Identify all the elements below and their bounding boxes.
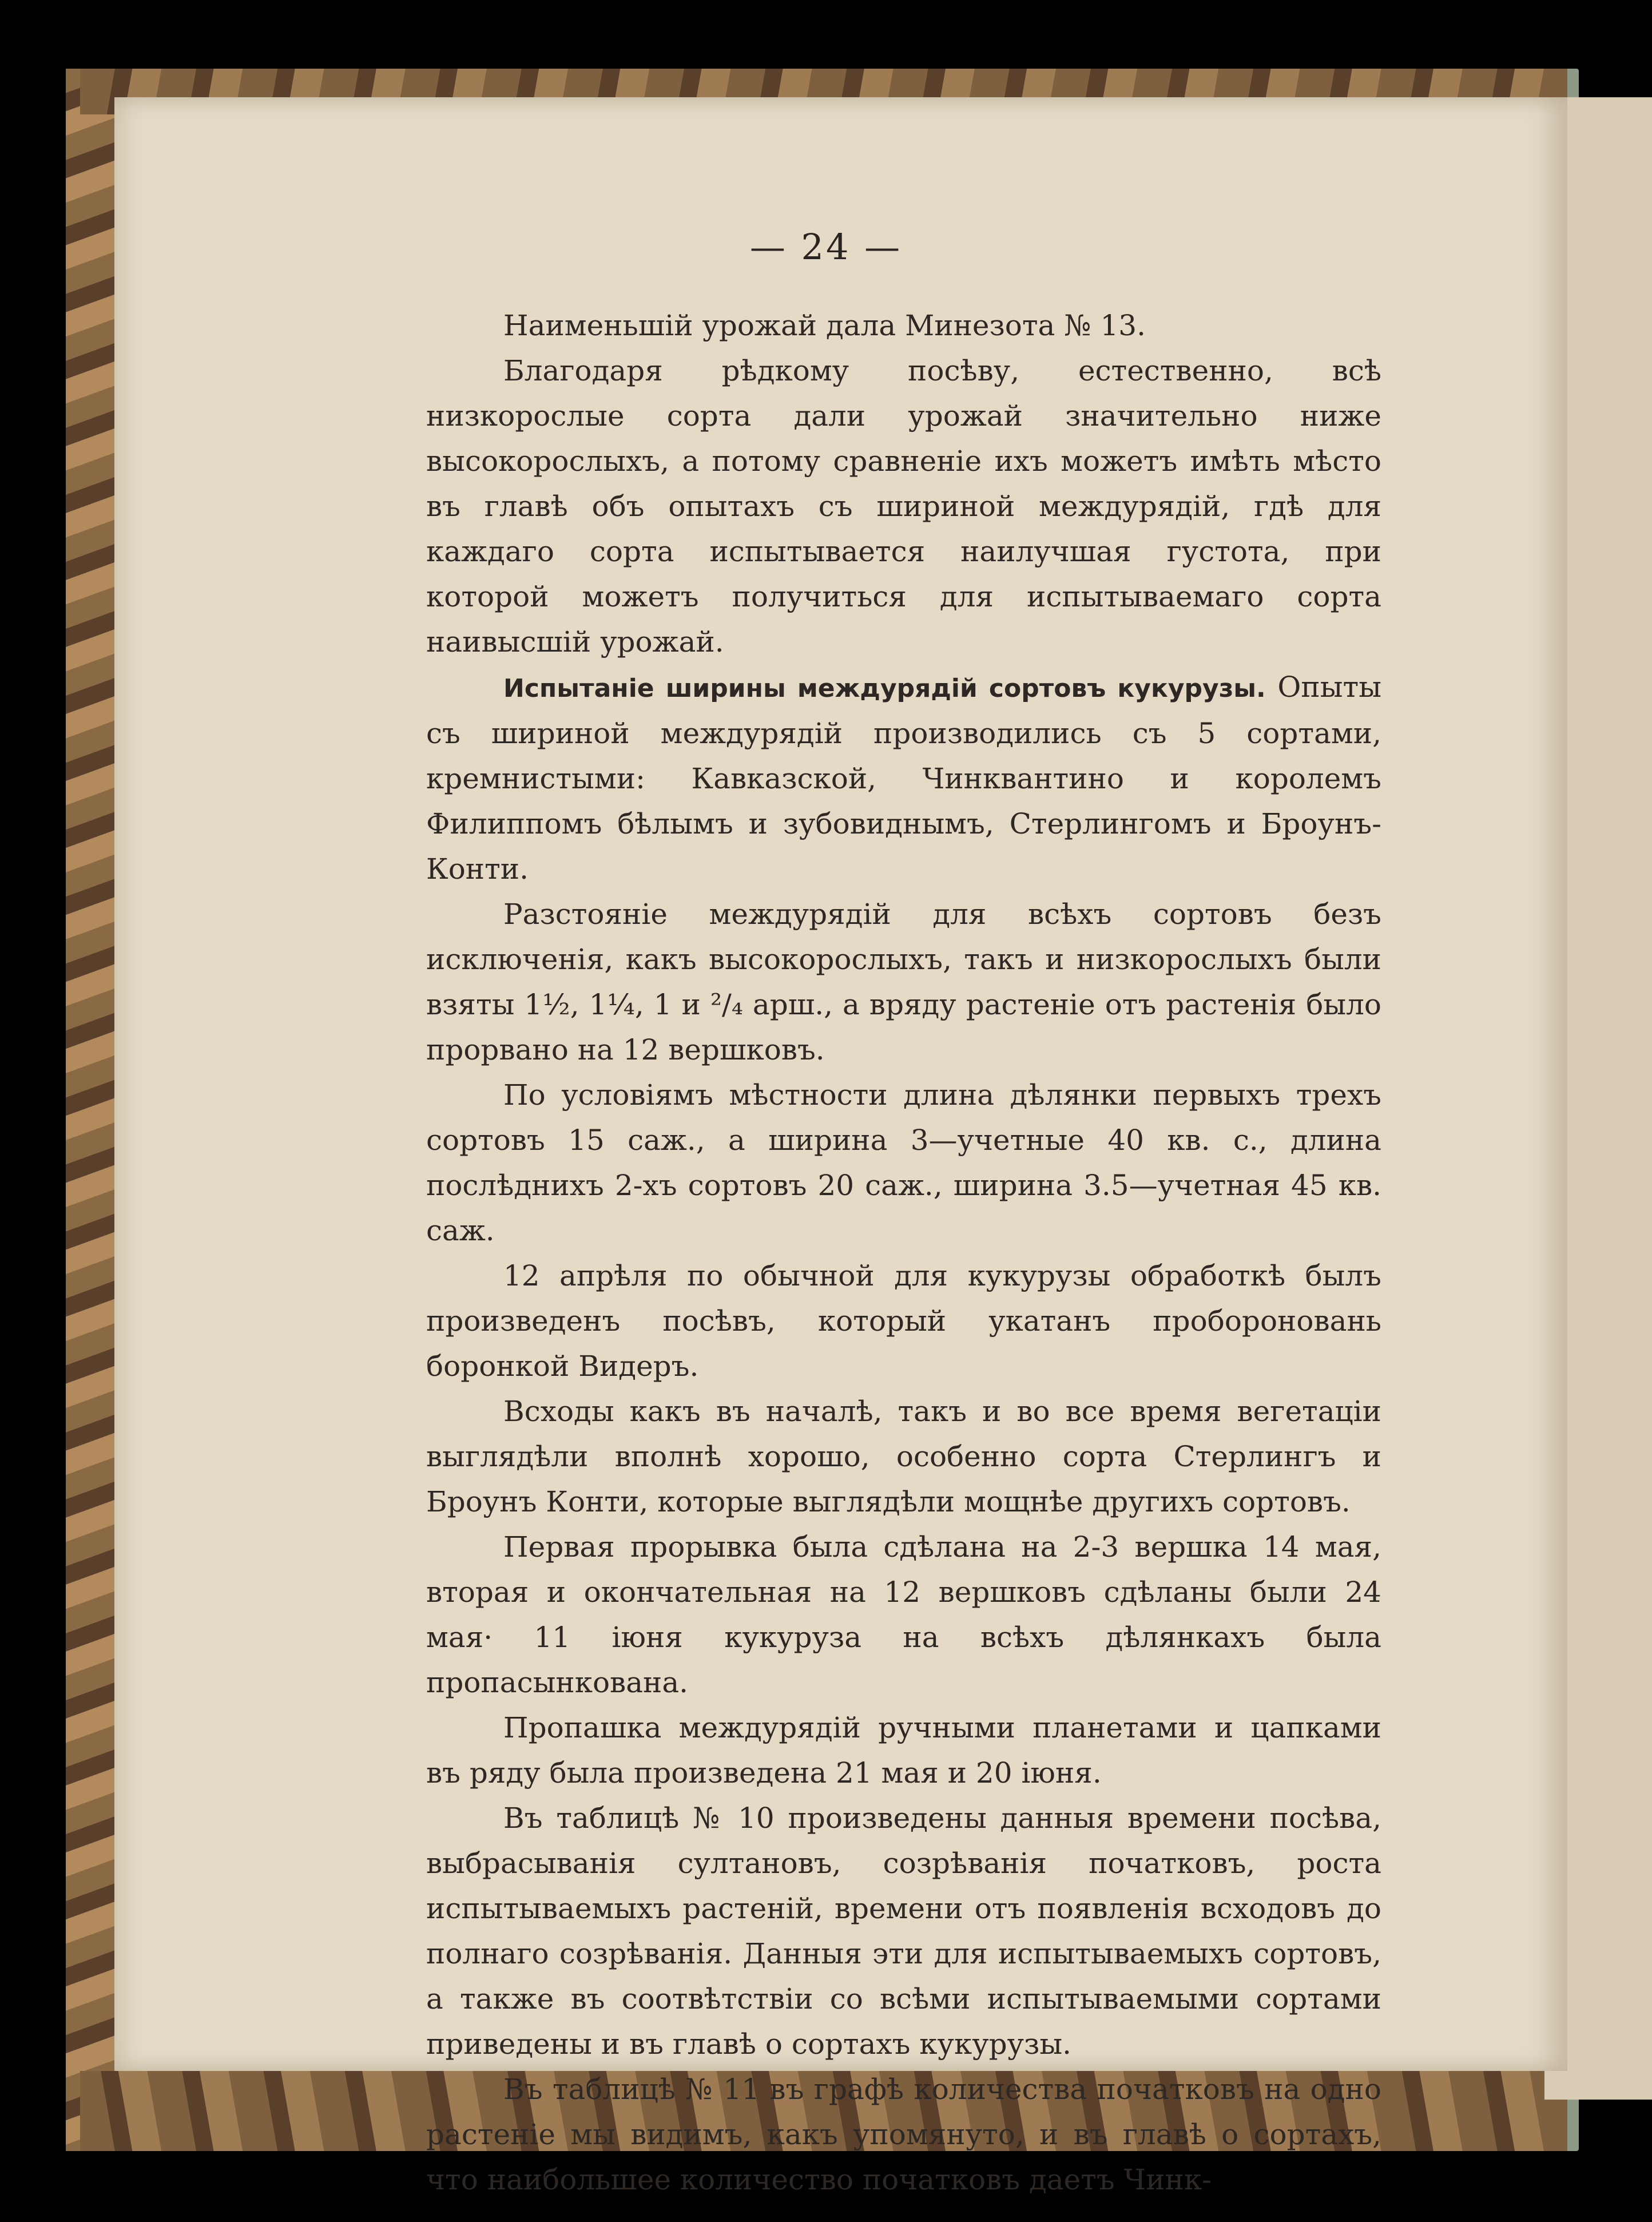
paragraph: 12 апрѣля по обычной для кукурузы обработкѣ былъ произведенъ посѣвъ, который укатанъ пробороновань боронкой Видеръ. bbox=[426, 1259, 1381, 1383]
paragraph: Наименьшій урожай дала Минезота № 13. bbox=[503, 309, 1146, 342]
paragraph: Пропашка междурядій ручными планетами и цапками въ ряду была произведена 21 мая и 20 іюня. bbox=[426, 1711, 1381, 1789]
paragraph: Въ таблицѣ № 10 произведены данныя времени посѣва, выбрасыванія султановъ, созрѣванія початковъ, роста испытываемыхъ растеній, времени отъ появленія всходовъ до полнаго созрѣванія. Данныя эти для испытываемыхъ сортовъ, а также въ соотвѣтствіи со всѣми испытываемыми сортами приведены и въ главѣ о сортахъ кукурузы. bbox=[426, 1802, 1381, 2061]
page-number: — 24 — bbox=[749, 226, 903, 268]
paragraph: Всходы какъ въ началѣ, такъ и во все время вегетаціи выглядѣли вполнѣ хорошо, особенно сорта Стерлингъ и Броунъ Конти, которые выглядѣли мощнѣе другихъ сортовъ. bbox=[426, 1395, 1381, 1518]
paragraph-text: Опыты съ шириной междурядій производились съ 5 сортами, кремнистыми: Кавказской, Чинквантино и королемъ Филиппомъ бѣлымъ и зубовиднымъ, Стерлингомъ и Броунъ-Конти. bbox=[426, 670, 1381, 886]
paragraph bbox=[426, 665, 1381, 892]
paragraph: Благодаря рѣдкому посѣву, естественно, всѣ низкорослые сорта дали урожай значительно ниже высокорослыхъ, а потому сравненіе ихъ можетъ имѣть мѣсто въ главѣ объ опытахъ съ шириной междурядій, гдѣ для каждаго сорта испытывается наилучшая густота, при которой можетъ получиться для испытываемаго сорта наивысшій урожай. bbox=[426, 354, 1381, 658]
page-body bbox=[426, 303, 1381, 2203]
paragraph: По условіямъ мѣстности длина дѣлянки первыхъ трехъ сортовъ 15 саж., а ширина 3—учетные 40 кв. с., длина послѣднихъ 2-хъ сортовъ 20 саж., ширина 3.5—учетная 45 кв. саж. bbox=[426, 1078, 1381, 1247]
section-heading: Испытаніе ширины междурядій сортовъ кукурузы. bbox=[503, 674, 1266, 703]
paragraph: Первая прорывка была сдѣлана на 2-3 вершка 14 мая, вторая и окончательная на 12 вершковъ сдѣланы были 24 мая· 11 іюня кукуруза на всѣхъ дѣлянкахъ была пропасынкована. bbox=[426, 1530, 1381, 1699]
paragraph: Въ таблицѣ № 11 въ графѣ количества початковъ на одно растеніе мы видимъ, какъ упомянуто, и въ главѣ о сортахъ, что наибольшее количество початковъ даетъ Чинк- bbox=[426, 2073, 1381, 2196]
paragraph: Разстояніе междурядій для всѣхъ сортовъ безъ исключенія, какъ высокорослыхъ, такъ и низкорослыхъ были взяты 1½, 1¼, 1 и ²/₄ арш., а вряду растеніе отъ растенія было прорвано на 12 вершковъ. bbox=[426, 898, 1381, 1066]
